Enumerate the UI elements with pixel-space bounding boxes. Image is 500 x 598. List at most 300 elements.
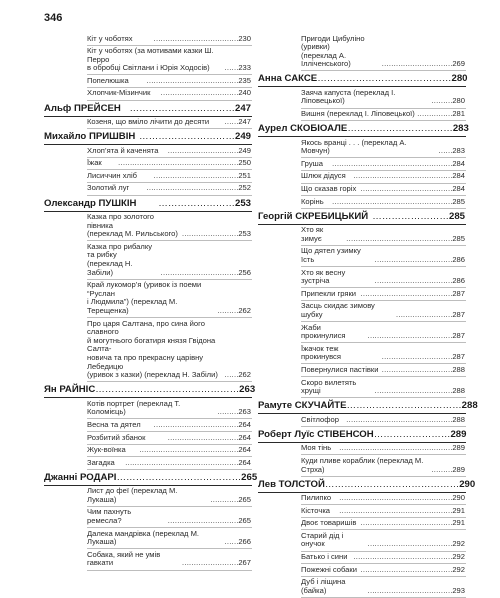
entry-page: 262 [238, 370, 251, 380]
entry-leader: …………………………… [374, 386, 453, 396]
entry-list [258, 414, 466, 427]
entry-page-group [118, 159, 251, 168]
toc-entry [87, 528, 252, 549]
entry-title: Пилипко [301, 493, 332, 503]
author-page-group [325, 477, 475, 492]
entry-leader: …………………………… [374, 255, 453, 264]
author-leader: ………………………………… [116, 471, 242, 483]
author-name: Альф ПРЕЙСЕН [44, 102, 121, 114]
entry-list [44, 398, 252, 470]
entry-page: 251 [238, 170, 251, 180]
entry-title: Лисиччин хліб [87, 170, 137, 180]
entry-title: Пожежні собаки [301, 564, 357, 574]
toc-entry [301, 225, 466, 246]
entry-page-group [431, 97, 465, 106]
entry-leader: ……… [431, 96, 453, 106]
author-page-group [139, 129, 251, 144]
entry-page-group [125, 459, 251, 468]
entry-title: Лист до феї (переклад М. Лукаша) [87, 486, 178, 504]
entry-title: Їжак [87, 158, 102, 168]
entry-leader: ………………………………… [360, 184, 453, 194]
entry-title: Казка про золотого півника (переклад М. Рильського) [87, 212, 178, 239]
entry-leader: ………………………… [381, 364, 453, 374]
author-name: Олександр ПУШКІН [44, 197, 137, 209]
entry-leader: ………………………………… [360, 288, 453, 298]
entry-leader: ………………………… [381, 59, 453, 69]
toc-entry [301, 33, 466, 71]
entry-page: 285 [452, 233, 465, 243]
entry-list [258, 137, 466, 209]
entry-page-group [182, 230, 251, 239]
toc-column-right [258, 33, 478, 598]
entry-page-group [146, 77, 251, 86]
entry-page-group [396, 311, 465, 320]
entry-page: 280 [452, 96, 465, 106]
entry-page-group [224, 538, 251, 547]
entry-leader: …………… [416, 109, 453, 119]
author-page-group [116, 470, 257, 485]
toc-entry [87, 318, 252, 382]
entry-list [258, 33, 466, 71]
entry-page: 287 [452, 309, 465, 319]
entry-title: Світлофор [301, 414, 339, 424]
entry-page: 253 [238, 229, 251, 239]
toc-entry [301, 301, 466, 322]
entry-page-group [360, 566, 465, 575]
entry-page: 281 [452, 109, 465, 119]
entry-page: 283 [452, 146, 465, 156]
author-heading [44, 470, 258, 486]
entry-title: Двоє товаришів [301, 518, 357, 528]
entry-leader: ……… [217, 407, 239, 417]
entry-page-group [339, 444, 465, 453]
entry-leader: ……………………………… [367, 585, 453, 595]
toc-entry [87, 507, 252, 528]
entry-title: Про царя Салтана, про сина його славного й могутнього богатиря князя Гвідона Салта- новича та про прекрасну царівну Лебедицю (уривок з казки) (переклад Н. Забіли) [87, 318, 218, 380]
entry-title: Загадка [87, 457, 115, 467]
entry-title: Золотий луг [87, 183, 130, 193]
entry-leader: …………………… [181, 558, 239, 568]
toc-entry [301, 322, 466, 343]
author-page: 288 [461, 400, 478, 412]
toc-entry [87, 419, 252, 432]
entry-page-group [160, 269, 251, 278]
entry-page-group [346, 235, 465, 244]
toc-entry [87, 117, 252, 130]
entry-title: Жук-воїнка [87, 445, 126, 455]
entry-leader: ………………………………… [146, 183, 239, 193]
author-page: 265 [241, 471, 258, 483]
entry-page-group [153, 172, 251, 181]
entry-leader: …… [438, 146, 453, 156]
toc-entry [301, 288, 466, 301]
entry-page: 249 [238, 145, 251, 155]
entry-title: Груша [301, 158, 323, 168]
entry-leader: …………………………… [374, 276, 453, 286]
entry-leader: ……………………………… [367, 539, 453, 549]
entry-leader: ……… [217, 305, 239, 315]
toc-entry [301, 158, 466, 171]
toc-entry [87, 241, 252, 279]
entry-page: 288 [452, 414, 465, 424]
toc-entry [301, 196, 466, 209]
entry-page: 266 [238, 537, 251, 547]
entry-leader: ……………………………… [367, 331, 453, 341]
entry-leader: ………………………… [167, 145, 239, 155]
entry-page: 267 [238, 558, 251, 568]
entry-page: 264 [238, 419, 251, 429]
entry-page: 256 [238, 267, 251, 277]
entry-title: Їжачок теж прокинувся [301, 343, 341, 362]
entry-page: 284 [452, 184, 465, 194]
author-page: 280 [451, 73, 468, 85]
entry-page-group [210, 496, 251, 505]
entry-title: Кіт у чоботях (за мотивами казки Ш. Перро в обробці Світлани і Юрія Ходосів) [87, 46, 214, 73]
author-page: 263 [239, 384, 256, 396]
entry-leader: ………………………………………… [124, 457, 239, 467]
entry-list [258, 493, 466, 598]
entry-leader: …………………………………………… [117, 158, 239, 168]
entry-title: Далека мандрівка (переклад М. Лукаша) [87, 528, 200, 547]
toc-entry [301, 343, 466, 364]
entry-page: 288 [452, 364, 465, 374]
entry-list [258, 443, 466, 477]
entry-list [44, 486, 252, 571]
entry-title: Хто як весну зустріча [301, 267, 346, 286]
entry-leader: ……………………………………… [345, 233, 453, 243]
entry-list [258, 87, 466, 121]
entry-page: 264 [238, 432, 251, 442]
toc-entry [87, 432, 252, 445]
entry-title: Батько і сини [301, 552, 348, 562]
author-leader: ……………………………………… [95, 384, 240, 396]
toc-column-left [44, 33, 258, 571]
entry-title: Котів портрет (переклад Т. Коломієць) [87, 398, 181, 417]
entry-page: 293 [452, 585, 465, 595]
entry-page: 292 [452, 564, 465, 574]
entry-page: 287 [452, 352, 465, 362]
toc-entry [87, 212, 252, 242]
entry-page: 292 [452, 552, 465, 562]
entry-list [44, 212, 252, 383]
entry-leader: …… [224, 63, 239, 73]
toc-entry [87, 88, 252, 101]
entry-list [44, 117, 252, 130]
entry-page: 247 [238, 117, 251, 127]
entry-page-group [217, 408, 251, 417]
author-page: 283 [452, 123, 469, 135]
author-page: 247 [234, 102, 251, 114]
entry-title: Куди пливе кораблик (переклад М. Стрха) [301, 455, 424, 474]
entry-page-group [381, 353, 465, 362]
toc-entry [301, 493, 466, 506]
toc-entry [301, 377, 466, 398]
author-heading [258, 121, 469, 137]
author-heading [44, 196, 252, 212]
entry-leader: ……………………………………… [345, 414, 453, 424]
author-name: Ян РАЙНІС [44, 384, 96, 396]
author-name: Рамуте СКУЧАЙТЕ [258, 400, 347, 412]
toc-entry [301, 137, 466, 158]
toc-entry [301, 184, 466, 197]
entry-page-group [139, 446, 251, 455]
entry-title: Хлопчик-Мізинчик [87, 88, 151, 98]
entry-title: Попелюшка [87, 75, 129, 85]
entry-leader: ……………………………… [153, 33, 239, 43]
entry-page-group [360, 290, 465, 299]
author-name: Аурел СКОБІОАЛЕ [258, 123, 348, 135]
author-page-group [158, 196, 251, 211]
author-name: Анна САКСЕ [258, 73, 318, 85]
entry-page: 287 [452, 331, 465, 341]
author-leader: …………………… [372, 210, 449, 222]
toc-entry [87, 145, 252, 158]
entry-leader: …………………………………… [139, 445, 239, 455]
toc-entry [301, 518, 466, 531]
author-leader: …………………………………… [317, 73, 452, 85]
entry-list [44, 33, 252, 101]
entry-page: 263 [238, 407, 251, 417]
entry-page-group [224, 118, 251, 127]
entry-leader: ………………………………………… [338, 493, 453, 503]
entry-title: Хлоп’ята й каченята [87, 145, 159, 155]
entry-page: 288 [452, 386, 465, 396]
author-heading [258, 427, 466, 443]
entry-page-group [167, 147, 251, 156]
entry-leader: ……………………………… [153, 170, 239, 180]
toc-entry [87, 457, 252, 470]
entry-page-group [153, 35, 251, 44]
toc-entry [87, 46, 252, 76]
entry-page-group [332, 160, 465, 169]
entry-page-group [353, 172, 465, 181]
entry-leader: …… [224, 117, 239, 127]
entry-leader: ………………………… [167, 516, 239, 526]
toc-entry [301, 364, 466, 377]
entry-leader: ………………………… [167, 432, 239, 442]
author-page-group [95, 382, 255, 397]
toc-entry [301, 414, 466, 427]
entry-title: Жаби прокинулися [301, 322, 346, 341]
entry-page: 269 [452, 59, 465, 69]
entry-title: Повернулися пастівки [301, 364, 379, 374]
entry-page: 262 [238, 305, 251, 315]
toc-entry [87, 75, 252, 88]
entry-title: Козеня, що вміло лічити до десяти [87, 117, 210, 127]
toc-entry [87, 183, 252, 196]
entry-page: 250 [238, 158, 251, 168]
entry-page: 291 [452, 518, 465, 528]
entry-page-group [217, 307, 251, 316]
entry-title: Засць скидає зимову шубку [301, 301, 375, 319]
author-name: Лев ТОЛСТОЙ [258, 478, 325, 490]
entry-page-group [360, 519, 465, 528]
entry-leader: ………………………………………… [338, 443, 453, 453]
entry-leader: …………………………… [160, 267, 239, 277]
entry-title: Чим пахнуть ремесла? [87, 507, 132, 526]
entry-page-group [160, 89, 251, 98]
author-name: Михайло ПРИШВІН [44, 131, 136, 143]
entry-leader: …… [224, 537, 239, 547]
entry-leader: …………………………………………… [331, 158, 453, 168]
page-number: 346 [44, 12, 63, 24]
entry-page: 287 [452, 288, 465, 298]
entry-title: Хто як зимує [301, 225, 324, 243]
entry-title: Кісточка [301, 505, 331, 515]
entry-list [44, 145, 252, 195]
entry-page-group [339, 507, 465, 516]
author-leader: ………………………… [139, 131, 235, 143]
toc-entry [301, 443, 466, 456]
toc-entry [87, 158, 252, 171]
entry-title: Корінь [301, 196, 324, 206]
entry-page: 289 [452, 464, 465, 474]
entry-page: 233 [238, 63, 251, 73]
entry-title: Розбитий збанок [87, 432, 146, 442]
entry-page-group [417, 110, 465, 119]
entry-title: Якось вранці . . . (переклад А. Мовчун) [301, 137, 407, 156]
entry-page: 286 [452, 255, 465, 264]
entry-leader: ……………………………… [153, 419, 239, 429]
entry-leader: ……… [431, 464, 453, 474]
entry-leader: …………………………………………… [331, 196, 453, 206]
toc-entry [87, 280, 252, 318]
entry-page-group [438, 147, 465, 156]
entry-page-group [381, 366, 465, 375]
author-leader: …………………………… [129, 102, 235, 114]
author-heading [44, 129, 252, 145]
entry-title: Кіт у чоботях [87, 33, 133, 43]
entry-leader: …………………………………… [353, 171, 453, 181]
entry-title: Старий дід і онучок [301, 530, 344, 549]
author-page: 289 [450, 428, 467, 440]
entry-title: Весна та дятел [87, 419, 141, 429]
entry-page: 265 [238, 494, 251, 504]
entry-page: 284 [452, 171, 465, 181]
toc-entry [87, 445, 252, 458]
author-page-group [317, 71, 467, 86]
entry-page-group [353, 553, 465, 562]
entry-title: Моя тінь [301, 443, 332, 453]
entry-leader: ………………………………… [146, 75, 239, 85]
entry-leader: …… [224, 370, 239, 380]
entry-leader: ………… [209, 494, 239, 504]
author-heading [258, 477, 476, 493]
entry-page: 265 [238, 516, 251, 526]
author-page-group [347, 121, 469, 136]
toc-entry [301, 87, 466, 108]
entry-title: Припекли гряки [301, 288, 357, 298]
entry-page-group [332, 198, 465, 207]
entry-page: 252 [238, 183, 251, 193]
author-page-group [372, 209, 465, 224]
entry-leader: …………………… [181, 229, 239, 239]
entry-page-group [182, 559, 251, 568]
author-page-group [374, 427, 467, 442]
entry-page: 230 [238, 33, 251, 43]
entry-page: 286 [452, 276, 465, 286]
toc-entry [301, 505, 466, 518]
author-name: Роберт Луїс СТІВЕНСОН [258, 428, 374, 440]
author-name: Джанні РОДАРІ [44, 471, 117, 483]
entry-title: Собака, який не умів гавкати [87, 549, 161, 568]
entry-list [258, 225, 466, 399]
toc-entry [87, 170, 252, 183]
author-page: 253 [234, 197, 251, 209]
entry-page: 285 [452, 196, 465, 206]
author-heading [44, 101, 252, 117]
entry-title: Вишня (переклад І. Ліповецької) [301, 109, 415, 119]
author-heading [258, 209, 466, 225]
entry-page-group [224, 371, 251, 380]
entry-page: 290 [452, 493, 465, 503]
entry-page-group [367, 587, 465, 596]
toc-entry [87, 33, 252, 46]
entry-leader: ………………………… [381, 352, 453, 362]
author-page-group [129, 101, 251, 116]
entry-leader: …………………………… [160, 88, 239, 98]
entry-page: 264 [238, 457, 251, 467]
toc-entry [301, 109, 466, 122]
entry-title: Шлюк дідуся [301, 171, 346, 181]
author-leader: …………………………… [347, 123, 453, 135]
entry-title: Казка про рибалку та рибку (переклад Н. Забіли) [87, 241, 153, 277]
author-leader: …………………… [158, 197, 235, 209]
entry-page-group [367, 332, 465, 341]
entry-page: 235 [238, 75, 251, 85]
entry-page: 264 [238, 445, 251, 455]
author-page: 285 [448, 210, 465, 222]
entry-page: 292 [452, 539, 465, 549]
entry-page-group [339, 494, 465, 503]
author-page-group [347, 398, 478, 413]
entry-page-group [431, 466, 465, 475]
toc-entry [301, 455, 466, 476]
toc-entry [87, 398, 252, 419]
entry-title: Скоро вилетять хрущі [301, 377, 357, 396]
entry-page-group [167, 517, 251, 526]
entry-page-group [381, 60, 465, 69]
entry-page-group [360, 185, 465, 194]
entry-page-group [153, 421, 251, 430]
entry-page-group [374, 387, 465, 396]
toc-entry [301, 246, 466, 267]
entry-leader: ………………………………… [360, 518, 453, 528]
entry-leader: ………………………………… [360, 564, 453, 574]
entry-page: 291 [452, 505, 465, 515]
author-heading [258, 398, 478, 414]
entry-page: 240 [238, 88, 251, 98]
toc-entry [301, 564, 466, 577]
entry-title: Що дятел узимку їсть [301, 246, 361, 264]
author-leader: …………………… [373, 428, 451, 440]
toc-entry [301, 552, 466, 565]
entry-page: 284 [452, 158, 465, 168]
entry-title: Край лукомор’я (уривок із поеми “Руслан і Людмила”) (переклад М. Терещенка) [87, 280, 202, 315]
entry-title: Що сказав горіх [301, 184, 357, 194]
author-name: Георгій СКРЕБИЦЬКИЙ [258, 210, 369, 222]
author-page: 290 [459, 478, 476, 490]
toc-entry [301, 171, 466, 184]
author-heading [258, 71, 466, 87]
entry-page-group [374, 277, 465, 286]
entry-title: Заяча капуста (переклад І. Ліповецької) [301, 87, 396, 106]
entry-page: 289 [452, 443, 465, 453]
entry-page-group [146, 184, 251, 193]
author-leader: …………………………………… [324, 478, 460, 490]
entry-page-group [224, 64, 251, 73]
author-leader: ……………………………… [346, 400, 462, 412]
